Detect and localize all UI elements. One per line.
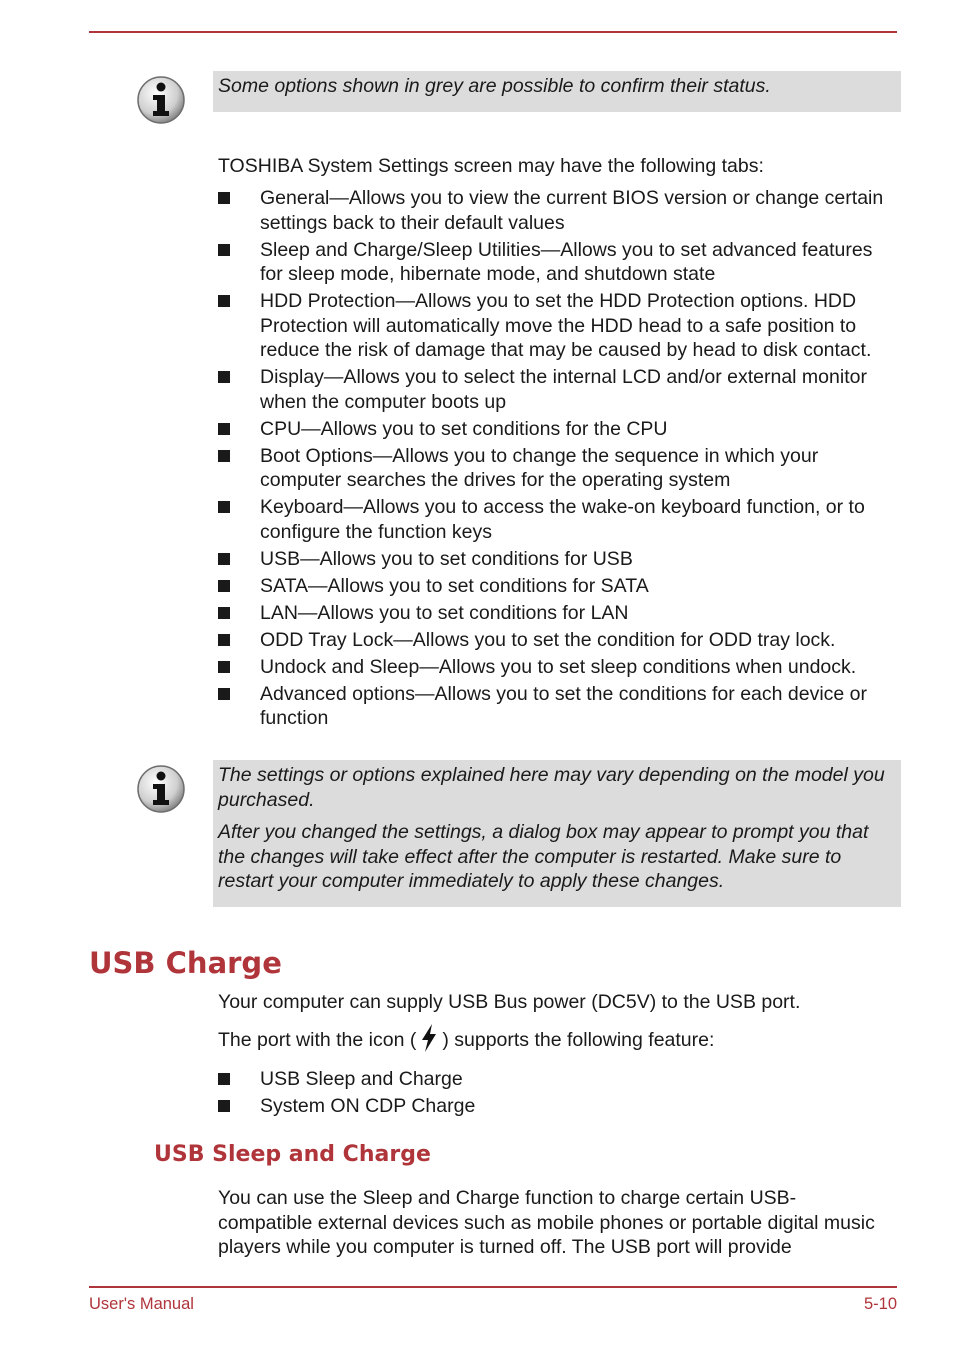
bullet-square-icon [218, 295, 230, 307]
feature-list [218, 1067, 898, 1121]
list-item-text: General—Allows you to view the current BIOS version or change certain settings back to their default values [260, 187, 884, 234]
usb-charge-intro: Your computer can supply USB Bus power (DC5V) to the USB port. [218, 991, 801, 1013]
sleep-charge-body: You can use the Sleep and Charge function to charge certain USB-compatible external devices such as mobile phones or portable digital music players while you computer is turned off. The USB port will provide [218, 1187, 875, 1258]
list-item-text: Sleep and Charge/Sleep Utilities—Allows you to set advanced features for sleep mode, hibernate mode, and shutdown state [260, 238, 873, 285]
list-item-text: USB—Allows you to set conditions for USB [260, 547, 633, 570]
bullet-square-icon [218, 580, 230, 592]
list-item-text: ODD Tray Lock—Allows you to set the condition for ODD tray lock. [260, 628, 836, 651]
footer-rule [89, 1286, 897, 1288]
info-icon [136, 764, 186, 814]
list-item [218, 574, 898, 599]
list-item-text: Advanced options—Allows you to set the conditions for each device or function [260, 682, 868, 729]
list-item [218, 655, 898, 680]
list-item [218, 601, 898, 626]
list-item [218, 365, 898, 414]
list-item-text: CPU—Allows you to set conditions for the CPU [260, 417, 668, 440]
list-item-text: HDD Protection—Allows you to set the HDD Protection options. HDD Protection will automatically move the HDD head to a safe position to reduce the risk of damage that may be caused by head to disk contact. [260, 290, 872, 361]
bullet-square-icon [218, 553, 230, 565]
list-item-text: Undock and Sleep—Allows you to set sleep conditions when undock. [260, 655, 857, 678]
list-item [218, 495, 898, 544]
note-text: After you changed the settings, a dialog box may appear to prompt you that the changes will take effect after the computer is restarted. Make sure to restart your computer immediately to apply these changes. [218, 821, 869, 892]
list-item [218, 444, 898, 493]
bullet-square-icon [218, 244, 230, 256]
bullet-square-icon [218, 501, 230, 513]
list-item [218, 1094, 898, 1119]
subsection-heading: USB Sleep and Charge [154, 1142, 431, 1167]
list-item-text: Keyboard—Allows you to access the wake-on keyboard function, or to configure the function keys [260, 496, 865, 543]
bullet-square-icon [218, 688, 230, 700]
list-item [218, 238, 898, 287]
bullet-square-icon [218, 1100, 230, 1112]
info-icon [136, 75, 186, 125]
section-heading: USB Charge [89, 946, 282, 980]
note-text: Some options shown in grey are possible to confirm their status. [218, 75, 771, 97]
list-item [218, 682, 898, 731]
list-item [218, 628, 898, 653]
note-text: The settings or options explained here may vary depending on the model you purchased. [218, 764, 885, 811]
list-item-text: Display—Allows you to select the internal LCD and/or external monitor when the computer boots up [260, 366, 867, 413]
list-item-text: Boot Options—Allows you to change the sequence in which your computer searches the drives for the operating system [260, 444, 819, 491]
bullet-square-icon [218, 192, 230, 204]
list-item-text: LAN—Allows you to set conditions for LAN [260, 601, 629, 624]
footer-manual-title: User's Manual [89, 1295, 194, 1313]
bullet-square-icon [218, 1073, 230, 1085]
list-item [218, 417, 898, 442]
note-box [213, 760, 901, 907]
tabs-list [218, 186, 898, 733]
list-item-text: USB Sleep and Charge [260, 1068, 463, 1090]
bullet-square-icon [218, 371, 230, 383]
usb-port-text: The port with the icon ( ) supports the following feature: [218, 1028, 898, 1053]
list-item [218, 1067, 898, 1092]
page-number: 5-10 [863, 1295, 897, 1313]
list-item [218, 289, 898, 363]
list-item [218, 547, 898, 572]
list-item-text: SATA—Allows you to set conditions for SATA [260, 574, 649, 597]
note-box [213, 71, 901, 112]
tabs-intro: TOSHIBA System Settings screen may have the following tabs: [218, 155, 764, 177]
bullet-square-icon [218, 450, 230, 462]
bullet-square-icon [218, 634, 230, 646]
list-item-text: System ON CDP Charge [260, 1095, 476, 1117]
header-rule [89, 31, 897, 33]
bullet-square-icon [218, 423, 230, 435]
usb-charge-bolt-icon [418, 1023, 440, 1053]
list-item [218, 186, 898, 235]
bullet-square-icon [218, 661, 230, 673]
bullet-square-icon [218, 607, 230, 619]
